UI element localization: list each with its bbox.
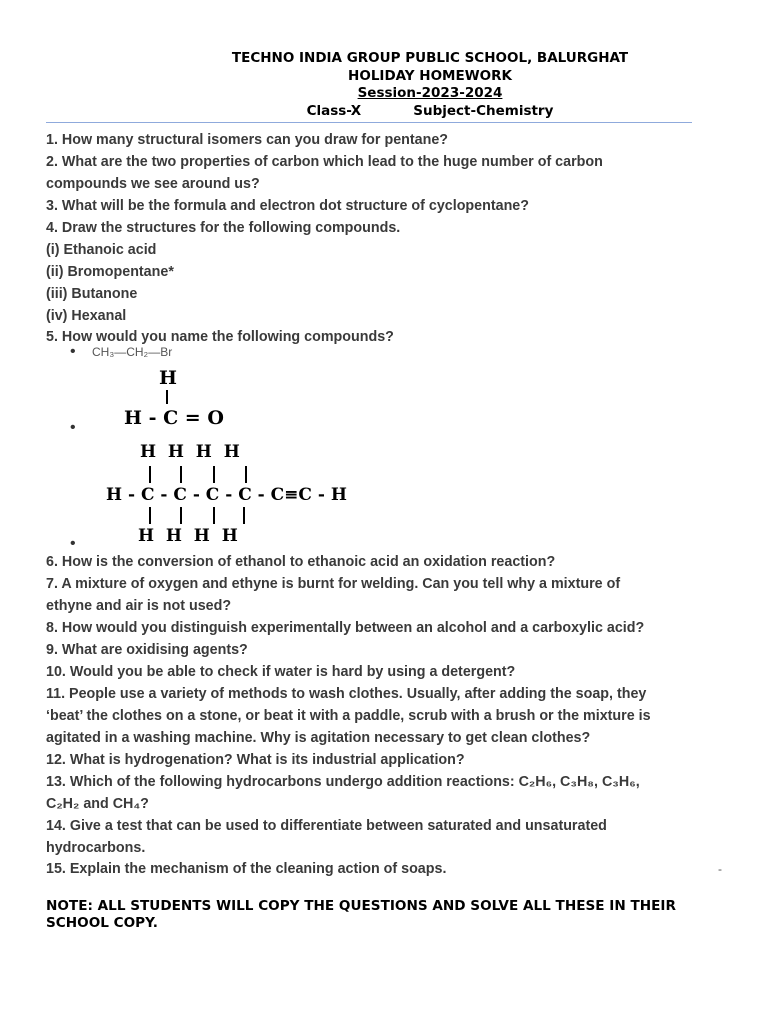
margin-mark: - (718, 862, 722, 876)
question-line: 6. How is the conversion of ethanol to ethanoic acid an oxidation reaction? (46, 554, 556, 570)
bond-line (243, 507, 245, 524)
document-header (0, 50, 768, 120)
bond-line (149, 507, 151, 524)
note-line: SCHOOL COPY. (46, 915, 158, 931)
subject-label: Subject-Chemistry (413, 102, 554, 119)
question-line: agitated in a washing machine. Why is agitation necessary to get clean clothes? (46, 730, 591, 746)
question-line: (i) Ethanoic acid (46, 242, 157, 258)
question-line: (iii) Butanone (46, 286, 138, 302)
question-line: 13. Which of the following hydrocarbons undergo addition reactions: C₂H₆, C₃H₈, C₃H₆, (46, 774, 640, 790)
question-line: 15. Explain the mechanism of the cleaning action of soaps. (46, 861, 447, 877)
question-line: 8. How would you distinguish experimentally between an alcohol and a carboxylic acid? (46, 620, 645, 636)
bond-line (149, 466, 151, 483)
question-line: 9. What are oxidising agents? (46, 642, 248, 658)
question-line: ‘beat’ the clothes on a stone, or beat it with a paddle, scrub with a brush or the mixture is (46, 708, 651, 724)
question-line: compounds we see around us? (46, 176, 260, 192)
compound-methanal-main: H - C = O (124, 407, 224, 429)
question-line: (iv) Hexanal (46, 308, 127, 324)
school-name: TECHNO INDIA GROUP PUBLIC SCHOOL, BALURGHAT (231, 50, 629, 66)
question-line: 3. What will be the formula and electron dot structure of cyclopentane? (46, 198, 529, 214)
compound-bromoethane: CH₃—CH₂—Br (92, 345, 173, 359)
question-line: hydrocarbons. (46, 840, 146, 856)
header-divider (46, 122, 692, 123)
question-line: 11. People use a variety of methods to wash clothes. Usually, after adding the soap, they (46, 686, 647, 702)
question-line: (ii) Bromopentane* (46, 264, 174, 280)
question-line: C₂H₂ and CH₄? (46, 796, 149, 812)
question-line: 5. How would you name the following compounds? (46, 329, 394, 345)
bullet-icon: • (70, 343, 76, 360)
session: Session-2023-2024 (357, 85, 503, 101)
bond-line (166, 390, 168, 404)
question-line: 4. Draw the structures for the following compounds. (46, 220, 401, 236)
question-line: ethyne and air is not used? (46, 598, 232, 614)
class-label: Class-X (306, 102, 362, 119)
bullet-icon: • (70, 535, 76, 552)
question-line: 2. What are the two properties of carbon which lead to the huge number of carbon (46, 154, 603, 170)
question-line: 14. Give a test that can be used to differentiate between saturated and unsaturated (46, 818, 607, 834)
note-line: NOTE: ALL STUDENTS WILL COPY THE QUESTIONS AND SOLVE ALL THESE IN THEIR (46, 898, 676, 914)
note (46, 898, 676, 932)
compound-methanal-top: H (159, 367, 177, 389)
question-line: 10. Would you be able to check if water is hard by using a detergent? (46, 664, 516, 680)
homework-title: HOLIDAY HOMEWORK (348, 67, 512, 84)
compound-hexyne-bottom: H H H H (138, 526, 238, 546)
bullet-icon: • (70, 419, 76, 436)
class-subject-line (0, 103, 768, 121)
bond-line (180, 507, 182, 524)
compound-hexyne-top: H H H H (140, 442, 240, 462)
bond-line (213, 466, 215, 483)
question-line: 7. A mixture of oxygen and ethyne is burnt for welding. Can you tell why a mixture of (46, 576, 621, 592)
question-line: 1. How many structural isomers can you draw for pentane? (46, 132, 449, 148)
bond-line (245, 466, 247, 483)
question-line: 12. What is hydrogenation? What is its industrial application? (46, 752, 465, 768)
compound-hexyne-main: H - C - C - C - C - C≡C - H (106, 485, 347, 505)
bond-line (180, 466, 182, 483)
bond-line (213, 507, 215, 524)
